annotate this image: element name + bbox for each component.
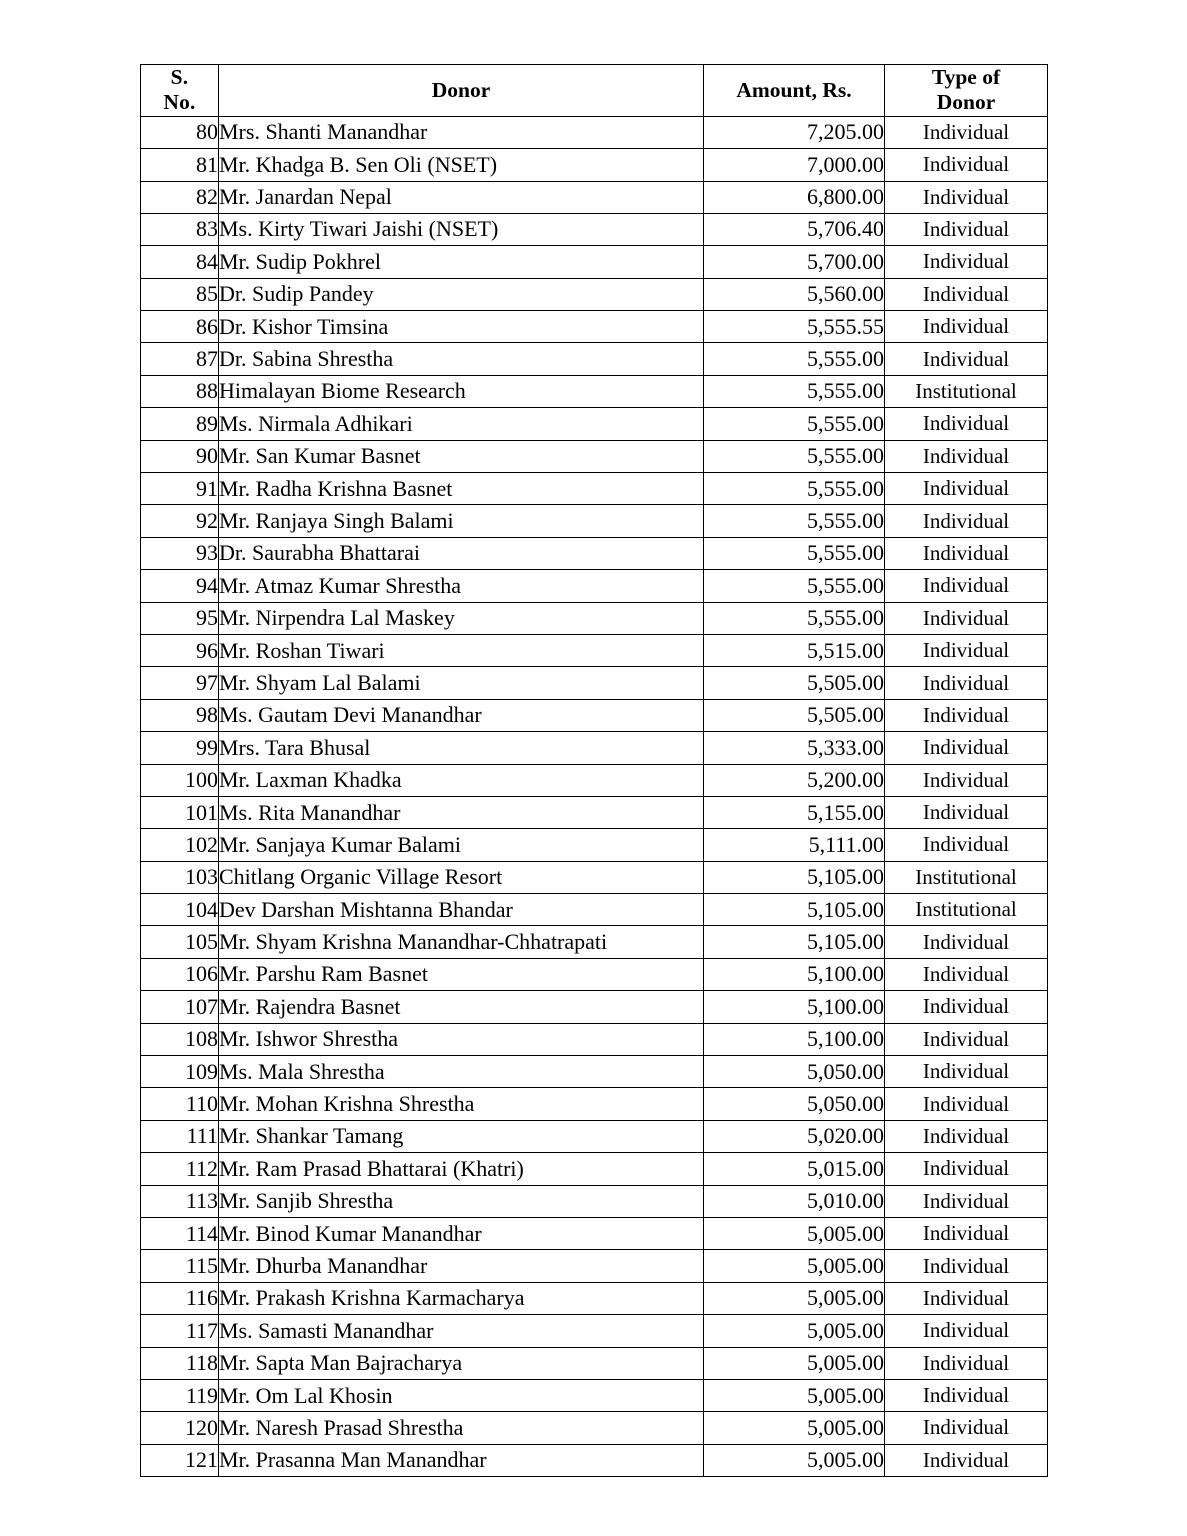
cell-serial-number: 93 bbox=[141, 537, 219, 569]
cell-donor-type: Individual bbox=[885, 602, 1048, 634]
cell-donor-type: Individual bbox=[885, 1347, 1048, 1379]
cell-donor-name: Ms. Gautam Devi Manandhar bbox=[219, 699, 704, 731]
cell-amount: 5,555.00 bbox=[704, 570, 885, 602]
table-header bbox=[141, 65, 1048, 117]
cell-amount: 5,005.00 bbox=[704, 1379, 885, 1411]
cell-donor-name: Dr. Sudip Pandey bbox=[219, 278, 704, 310]
cell-serial-number: 110 bbox=[141, 1088, 219, 1120]
cell-amount: 5,100.00 bbox=[704, 1023, 885, 1055]
cell-donor-type: Individual bbox=[885, 1023, 1048, 1055]
cell-donor-name: Mr. Janardan Nepal bbox=[219, 181, 704, 213]
cell-donor-type: Individual bbox=[885, 829, 1048, 861]
cell-donor-name: Mr. Ranjaya Singh Balami bbox=[219, 505, 704, 537]
cell-donor-name: Mr. Binod Kumar Manandhar bbox=[219, 1218, 704, 1250]
cell-donor-type: Individual bbox=[885, 1412, 1048, 1444]
table-row bbox=[141, 829, 1048, 861]
table-row bbox=[141, 1088, 1048, 1120]
cell-donor-type: Individual bbox=[885, 1218, 1048, 1250]
table-row bbox=[141, 894, 1048, 926]
cell-donor-name: Mrs. Tara Bhusal bbox=[219, 732, 704, 764]
cell-donor-name: Mr. Naresh Prasad Shrestha bbox=[219, 1412, 704, 1444]
cell-donor-name: Mr. Om Lal Khosin bbox=[219, 1379, 704, 1411]
table-row bbox=[141, 1282, 1048, 1314]
cell-donor-name: Ms. Rita Manandhar bbox=[219, 796, 704, 828]
cell-serial-number: 115 bbox=[141, 1250, 219, 1282]
cell-amount: 5,515.00 bbox=[704, 634, 885, 666]
table-row bbox=[141, 149, 1048, 181]
cell-donor-name: Ms. Mala Shrestha bbox=[219, 1056, 704, 1088]
column-header-type-of-donor-line2: Donor bbox=[936, 90, 996, 115]
cell-amount: 5,005.00 bbox=[704, 1218, 885, 1250]
column-header-type-of-donor bbox=[885, 65, 1048, 117]
cell-donor-name: Mr. Laxman Khadka bbox=[219, 764, 704, 796]
table-row bbox=[141, 699, 1048, 731]
cell-amount: 5,050.00 bbox=[704, 1056, 885, 1088]
cell-donor-type: Institutional bbox=[885, 861, 1048, 893]
cell-donor-name: Mr. Ishwor Shrestha bbox=[219, 1023, 704, 1055]
cell-amount: 5,706.40 bbox=[704, 213, 885, 245]
cell-amount: 5,105.00 bbox=[704, 926, 885, 958]
cell-amount: 5,105.00 bbox=[704, 894, 885, 926]
cell-amount: 5,020.00 bbox=[704, 1120, 885, 1152]
cell-serial-number: 95 bbox=[141, 602, 219, 634]
table-row bbox=[141, 1347, 1048, 1379]
table-row bbox=[141, 634, 1048, 666]
cell-serial-number: 80 bbox=[141, 116, 219, 148]
cell-donor-name: Mr. Nirpendra Lal Maskey bbox=[219, 602, 704, 634]
table-row bbox=[141, 764, 1048, 796]
table-row bbox=[141, 926, 1048, 958]
cell-amount: 6,800.00 bbox=[704, 181, 885, 213]
cell-amount: 5,005.00 bbox=[704, 1444, 885, 1476]
cell-donor-type: Institutional bbox=[885, 894, 1048, 926]
cell-donor-type: Individual bbox=[885, 440, 1048, 472]
column-header-amount: Amount, Rs. bbox=[704, 65, 885, 117]
table-row bbox=[141, 1185, 1048, 1217]
table-row bbox=[141, 440, 1048, 472]
table-row bbox=[141, 1250, 1048, 1282]
cell-serial-number: 108 bbox=[141, 1023, 219, 1055]
cell-amount: 5,555.00 bbox=[704, 537, 885, 569]
cell-donor-name: Mr. Sudip Pokhrel bbox=[219, 246, 704, 278]
cell-serial-number: 121 bbox=[141, 1444, 219, 1476]
cell-donor-type: Individual bbox=[885, 991, 1048, 1023]
cell-amount: 5,010.00 bbox=[704, 1185, 885, 1217]
cell-donor-type: Individual bbox=[885, 1379, 1048, 1411]
table-row bbox=[141, 116, 1048, 148]
cell-serial-number: 91 bbox=[141, 473, 219, 505]
cell-donor-type: Institutional bbox=[885, 375, 1048, 407]
cell-donor-type: Individual bbox=[885, 1153, 1048, 1185]
cell-amount: 5,005.00 bbox=[704, 1250, 885, 1282]
cell-serial-number: 107 bbox=[141, 991, 219, 1023]
column-header-serial-number bbox=[141, 65, 219, 117]
cell-donor-type: Individual bbox=[885, 473, 1048, 505]
table-row bbox=[141, 181, 1048, 213]
table-row bbox=[141, 1023, 1048, 1055]
cell-donor-type: Individual bbox=[885, 213, 1048, 245]
cell-serial-number: 96 bbox=[141, 634, 219, 666]
cell-donor-type: Individual bbox=[885, 667, 1048, 699]
table-row bbox=[141, 1412, 1048, 1444]
cell-donor-name: Dr. Sabina Shrestha bbox=[219, 343, 704, 375]
cell-serial-number: 103 bbox=[141, 861, 219, 893]
cell-serial-number: 84 bbox=[141, 246, 219, 278]
table-row bbox=[141, 311, 1048, 343]
column-header-type-of-donor-line1: Type of bbox=[931, 65, 1001, 89]
cell-amount: 5,555.00 bbox=[704, 343, 885, 375]
cell-donor-name: Mr. Roshan Tiwari bbox=[219, 634, 704, 666]
cell-donor-name: Dr. Saurabha Bhattarai bbox=[219, 537, 704, 569]
cell-serial-number: 86 bbox=[141, 311, 219, 343]
cell-donor-type: Individual bbox=[885, 278, 1048, 310]
cell-donor-name: Mr. Shankar Tamang bbox=[219, 1120, 704, 1152]
cell-donor-name: Mr. Atmaz Kumar Shrestha bbox=[219, 570, 704, 602]
cell-serial-number: 100 bbox=[141, 764, 219, 796]
cell-serial-number: 104 bbox=[141, 894, 219, 926]
table-body bbox=[141, 116, 1048, 1476]
table-row bbox=[141, 991, 1048, 1023]
table-row bbox=[141, 1379, 1048, 1411]
cell-serial-number: 117 bbox=[141, 1315, 219, 1347]
cell-donor-name: Mrs. Shanti Manandhar bbox=[219, 116, 704, 148]
cell-amount: 5,200.00 bbox=[704, 764, 885, 796]
cell-donor-type: Individual bbox=[885, 149, 1048, 181]
column-header-donor: Donor bbox=[219, 65, 704, 117]
cell-amount: 5,111.00 bbox=[704, 829, 885, 861]
cell-donor-name: Chitlang Organic Village Resort bbox=[219, 861, 704, 893]
cell-serial-number: 98 bbox=[141, 699, 219, 731]
cell-donor-type: Individual bbox=[885, 1250, 1048, 1282]
cell-serial-number: 116 bbox=[141, 1282, 219, 1314]
cell-donor-name: Dev Darshan Mishtanna Bhandar bbox=[219, 894, 704, 926]
cell-serial-number: 111 bbox=[141, 1120, 219, 1152]
cell-donor-type: Individual bbox=[885, 1120, 1048, 1152]
cell-serial-number: 101 bbox=[141, 796, 219, 828]
cell-amount: 5,105.00 bbox=[704, 861, 885, 893]
cell-donor-type: Individual bbox=[885, 699, 1048, 731]
cell-serial-number: 105 bbox=[141, 926, 219, 958]
cell-donor-type: Individual bbox=[885, 1315, 1048, 1347]
cell-serial-number: 87 bbox=[141, 343, 219, 375]
cell-serial-number: 88 bbox=[141, 375, 219, 407]
cell-serial-number: 118 bbox=[141, 1347, 219, 1379]
cell-donor-name: Mr. Prakash Krishna Karmacharya bbox=[219, 1282, 704, 1314]
cell-amount: 5,555.00 bbox=[704, 440, 885, 472]
cell-donor-name: Mr. Dhurba Manandhar bbox=[219, 1250, 704, 1282]
cell-amount: 5,555.00 bbox=[704, 408, 885, 440]
cell-serial-number: 90 bbox=[141, 440, 219, 472]
cell-serial-number: 85 bbox=[141, 278, 219, 310]
cell-donor-type: Individual bbox=[885, 1282, 1048, 1314]
table-row bbox=[141, 796, 1048, 828]
cell-amount: 5,333.00 bbox=[704, 732, 885, 764]
cell-donor-name: Himalayan Biome Research bbox=[219, 375, 704, 407]
cell-serial-number: 106 bbox=[141, 958, 219, 990]
cell-amount: 7,000.00 bbox=[704, 149, 885, 181]
cell-donor-type: Individual bbox=[885, 343, 1048, 375]
table-row bbox=[141, 505, 1048, 537]
table-row bbox=[141, 570, 1048, 602]
cell-serial-number: 83 bbox=[141, 213, 219, 245]
cell-donor-name: Ms. Samasti Manandhar bbox=[219, 1315, 704, 1347]
cell-donor-name: Mr. Mohan Krishna Shrestha bbox=[219, 1088, 704, 1120]
cell-donor-type: Individual bbox=[885, 1444, 1048, 1476]
cell-amount: 5,555.00 bbox=[704, 375, 885, 407]
cell-donor-type: Individual bbox=[885, 311, 1048, 343]
cell-serial-number: 109 bbox=[141, 1056, 219, 1088]
cell-amount: 5,700.00 bbox=[704, 246, 885, 278]
table-header-row bbox=[141, 65, 1048, 117]
cell-serial-number: 92 bbox=[141, 505, 219, 537]
table-row bbox=[141, 1444, 1048, 1476]
column-header-serial-number-line2: No. bbox=[163, 90, 196, 115]
cell-donor-name: Mr. Prasanna Man Manandhar bbox=[219, 1444, 704, 1476]
cell-amount: 5,005.00 bbox=[704, 1282, 885, 1314]
table-row bbox=[141, 375, 1048, 407]
cell-amount: 5,555.00 bbox=[704, 473, 885, 505]
cell-donor-name: Mr. Sanjib Shrestha bbox=[219, 1185, 704, 1217]
cell-donor-name: Mr. Parshu Ram Basnet bbox=[219, 958, 704, 990]
cell-donor-name: Mr. Khadga B. Sen Oli (NSET) bbox=[219, 149, 704, 181]
cell-amount: 5,155.00 bbox=[704, 796, 885, 828]
cell-donor-name: Mr. Sanjaya Kumar Balami bbox=[219, 829, 704, 861]
cell-donor-type: Individual bbox=[885, 926, 1048, 958]
cell-donor-type: Individual bbox=[885, 181, 1048, 213]
cell-serial-number: 94 bbox=[141, 570, 219, 602]
cell-donor-type: Individual bbox=[885, 1185, 1048, 1217]
cell-amount: 5,560.00 bbox=[704, 278, 885, 310]
table-row bbox=[141, 278, 1048, 310]
table-row bbox=[141, 1153, 1048, 1185]
cell-donor-type: Individual bbox=[885, 634, 1048, 666]
cell-donor-name: Mr. Shyam Krishna Manandhar-Chhatrapati bbox=[219, 926, 704, 958]
cell-amount: 5,005.00 bbox=[704, 1412, 885, 1444]
table-row bbox=[141, 246, 1048, 278]
cell-donor-name: Ms. Nirmala Adhikari bbox=[219, 408, 704, 440]
cell-donor-type: Individual bbox=[885, 505, 1048, 537]
cell-donor-name: Mr. Shyam Lal Balami bbox=[219, 667, 704, 699]
cell-amount: 7,205.00 bbox=[704, 116, 885, 148]
cell-donor-type: Individual bbox=[885, 958, 1048, 990]
column-header-serial-number-line1: S. bbox=[170, 65, 189, 89]
cell-amount: 5,505.00 bbox=[704, 699, 885, 731]
cell-donor-name: Mr. San Kumar Basnet bbox=[219, 440, 704, 472]
cell-donor-type: Individual bbox=[885, 116, 1048, 148]
cell-donor-type: Individual bbox=[885, 764, 1048, 796]
cell-serial-number: 89 bbox=[141, 408, 219, 440]
cell-donor-type: Individual bbox=[885, 537, 1048, 569]
cell-donor-name: Mr. Rajendra Basnet bbox=[219, 991, 704, 1023]
table-row bbox=[141, 1120, 1048, 1152]
table-row bbox=[141, 958, 1048, 990]
table-row bbox=[141, 473, 1048, 505]
cell-donor-type: Individual bbox=[885, 408, 1048, 440]
table-row bbox=[141, 537, 1048, 569]
cell-donor-type: Individual bbox=[885, 1088, 1048, 1120]
cell-amount: 5,005.00 bbox=[704, 1347, 885, 1379]
cell-amount: 5,050.00 bbox=[704, 1088, 885, 1120]
cell-serial-number: 112 bbox=[141, 1153, 219, 1185]
cell-donor-name: Mr. Sapta Man Bajracharya bbox=[219, 1347, 704, 1379]
cell-donor-type: Individual bbox=[885, 246, 1048, 278]
cell-amount: 5,555.55 bbox=[704, 311, 885, 343]
table-row bbox=[141, 1315, 1048, 1347]
table-row bbox=[141, 408, 1048, 440]
cell-amount: 5,015.00 bbox=[704, 1153, 885, 1185]
cell-amount: 5,100.00 bbox=[704, 958, 885, 990]
donor-list-table bbox=[140, 64, 1048, 1477]
cell-serial-number: 102 bbox=[141, 829, 219, 861]
cell-serial-number: 97 bbox=[141, 667, 219, 699]
cell-donor-name: Dr. Kishor Timsina bbox=[219, 311, 704, 343]
table-row bbox=[141, 213, 1048, 245]
cell-serial-number: 99 bbox=[141, 732, 219, 764]
cell-serial-number: 114 bbox=[141, 1218, 219, 1250]
cell-amount: 5,005.00 bbox=[704, 1315, 885, 1347]
cell-donor-type: Individual bbox=[885, 732, 1048, 764]
table-row bbox=[141, 1218, 1048, 1250]
cell-donor-type: Individual bbox=[885, 570, 1048, 602]
cell-donor-type: Individual bbox=[885, 796, 1048, 828]
cell-donor-type: Individual bbox=[885, 1056, 1048, 1088]
cell-amount: 5,505.00 bbox=[704, 667, 885, 699]
table-row bbox=[141, 667, 1048, 699]
table-row bbox=[141, 861, 1048, 893]
cell-serial-number: 113 bbox=[141, 1185, 219, 1217]
cell-serial-number: 119 bbox=[141, 1379, 219, 1411]
table-row bbox=[141, 732, 1048, 764]
cell-serial-number: 82 bbox=[141, 181, 219, 213]
cell-donor-name: Mr. Radha Krishna Basnet bbox=[219, 473, 704, 505]
cell-serial-number: 81 bbox=[141, 149, 219, 181]
cell-amount: 5,555.00 bbox=[704, 602, 885, 634]
table-row bbox=[141, 343, 1048, 375]
cell-donor-name: Mr. Ram Prasad Bhattarai (Khatri) bbox=[219, 1153, 704, 1185]
cell-serial-number: 120 bbox=[141, 1412, 219, 1444]
cell-donor-name: Ms. Kirty Tiwari Jaishi (NSET) bbox=[219, 213, 704, 245]
table-row bbox=[141, 1056, 1048, 1088]
table-row bbox=[141, 602, 1048, 634]
cell-amount: 5,555.00 bbox=[704, 505, 885, 537]
cell-amount: 5,100.00 bbox=[704, 991, 885, 1023]
